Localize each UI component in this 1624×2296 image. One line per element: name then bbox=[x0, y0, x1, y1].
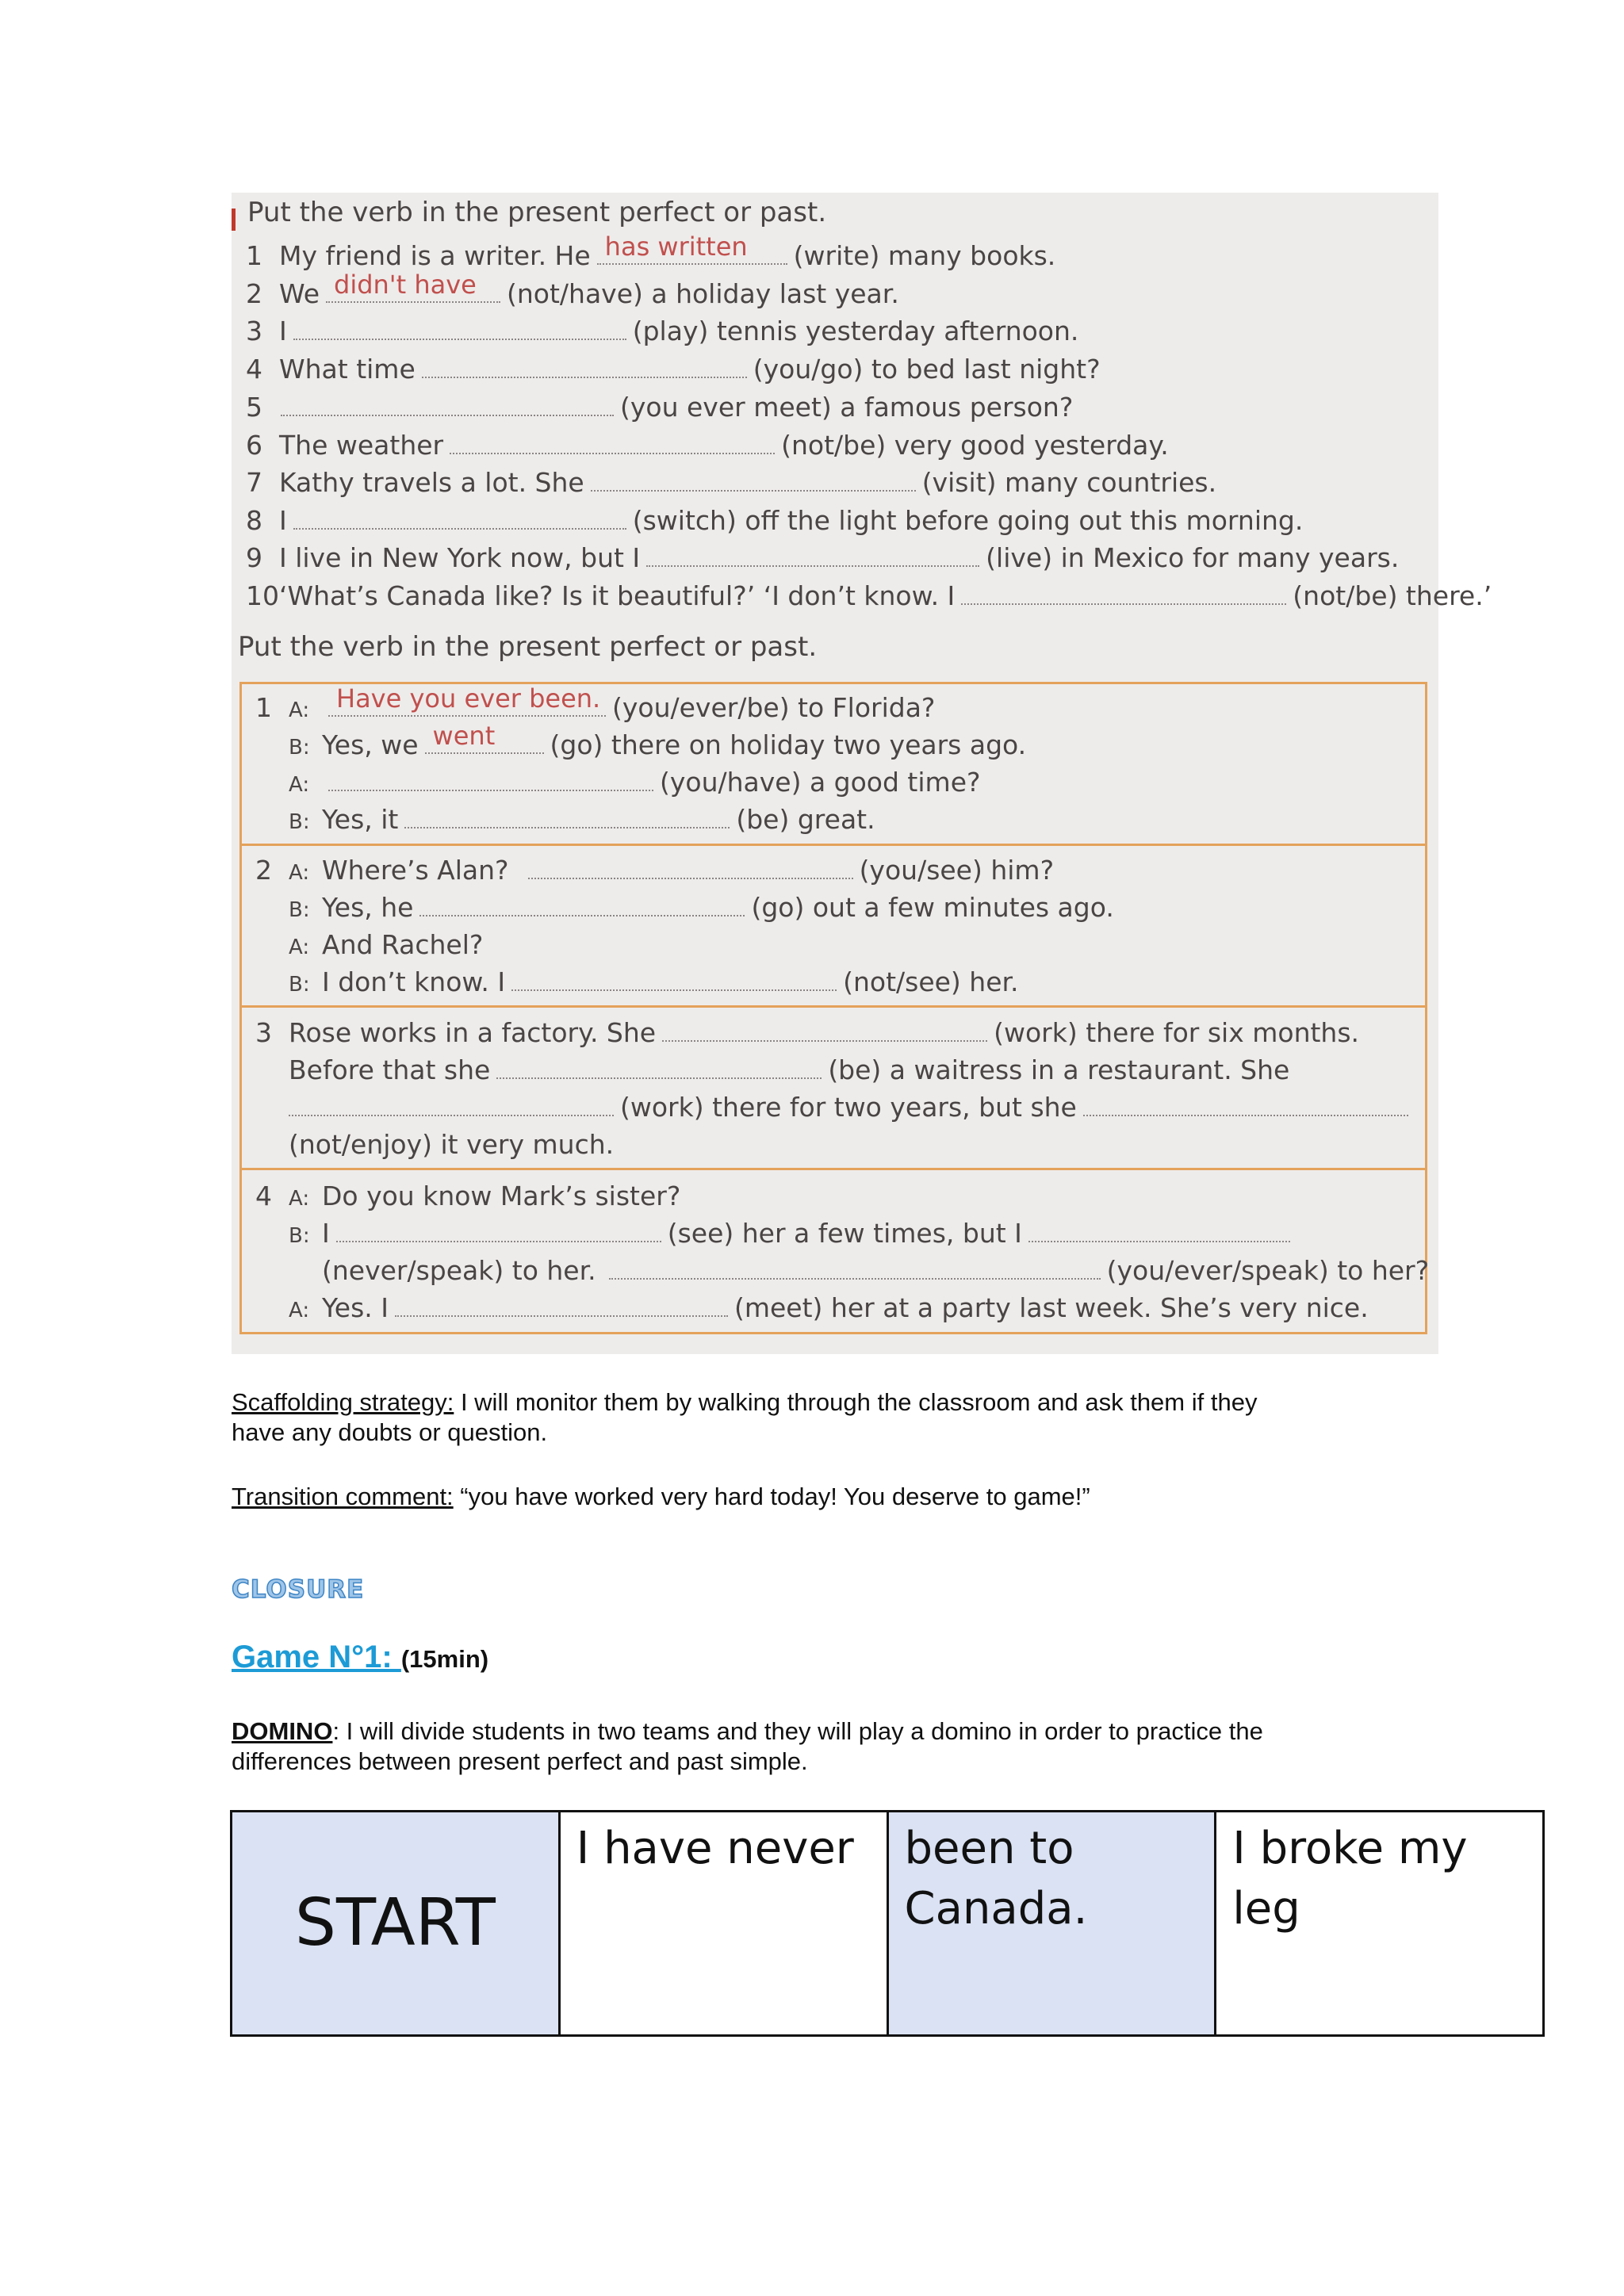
exercise-marker bbox=[232, 209, 236, 231]
game-label: Game N°1: bbox=[232, 1640, 401, 1674]
exercise-1-item: 7 Kathy travels a lot. She (visit) many countries. bbox=[246, 467, 1217, 498]
closure-heading: CLOSURE bbox=[232, 1575, 365, 1604]
textbook-exercise-image: Put the verb in the present perfect or past. 1 My friend is a writer. He has written (write) many books. 2 We didn't have (not/have) a holiday last year. 3 I (play) tennis yesterday afternoon. 4 What time (you/go) to bed last night? 5 (you ever meet) a famous person? 6 The weather (not/be) very good yesterday. 7 Kathy travels a lot. She (visit) many countries. 8 I (switch) off the light before going out this morning. 9 I live in New York now, but I (live) in Mexico for many years. 10 ‘What’s Canada like? Is it beautiful?’ ‘I don’t know. I (not/be) there.’ Put the verb in the present perfect or past. 1 A: Have you ever been. (you/ever/be) to Florida? B: Yes, we went (go) there on holiday two years ago. A: (you/have) a good time? B: Yes, it (be) great. 2 A: Where’s Alan? (you/see) him? B: Yes, he (go) out a few minutes ago. A: And Rachel? B: I don’t know. I (not/see) her. 3 Rose works in a factory. She (work) there for six months. Before that she (be) a waitress in a restaurant. She (work) there for two years, but she (not/enjoy) it very much. 4 A: Do you know Mark’s sister? B: I (see) her a few times, but I (never/speak) to her. (you/ever/speak) to her? A: Yes. I (meet) her at a party last week. She’s very nice. bbox=[232, 193, 1438, 1354]
exercise-1-item: 1 My friend is a writer. He has written (write) many books. bbox=[246, 232, 1056, 271]
game-time: (15min) bbox=[400, 1645, 489, 1673]
exercise-1-item: 6 The weather (not/be) very good yesterday. bbox=[246, 430, 1169, 461]
exercise-1-item: 10 ‘What’s Canada like? Is it beautiful?’ ‘I don’t know. I (not/be) there.’ bbox=[246, 580, 1492, 611]
handwritten-answer: didn't have bbox=[334, 270, 477, 300]
scaffolding-paragraph: Scaffolding strategy: I will monitor them by walking through the classroom and ask them if they have any doubts or question. bbox=[232, 1388, 1258, 1446]
domino-cell: been to Canada. bbox=[887, 1812, 1216, 2036]
domino-cell: I broke my leg bbox=[1216, 1812, 1544, 2036]
exercise-1-item: 4 What time (you/go) to bed last night? bbox=[246, 354, 1101, 385]
transition-label: Transition comment: bbox=[232, 1483, 454, 1510]
handwritten-answer: has written bbox=[604, 232, 748, 262]
exercise-1-item: 5 (you ever meet) a famous person? bbox=[246, 392, 1074, 423]
game-heading bbox=[232, 1640, 488, 1675]
domino-paragraph: DOMINO: I will divide students in two teams and they will play a domino in order to practice the differences between present perfect and past simple. bbox=[232, 1717, 1263, 1775]
exercise-2-title: Put the verb in the present perfect or past. bbox=[238, 631, 818, 663]
exercise-1-title: Put the verb in the present perfect or past. bbox=[247, 197, 827, 228]
exercise-1-item: 3 I (play) tennis yesterday afternoon. bbox=[246, 316, 1079, 346]
transition-paragraph: Transition comment: “you have worked very hard today! You deserve to game!” bbox=[232, 1483, 1090, 1510]
handwritten-answer: went bbox=[432, 721, 496, 751]
domino-cell-start: START bbox=[232, 1812, 560, 2036]
domino-table bbox=[230, 1810, 1545, 2037]
exercise-1-item: 8 I (switch) off the light before going out this morning. bbox=[246, 505, 1304, 536]
domino-cell: I have never bbox=[559, 1812, 887, 2036]
exercise-1-item: 2 We didn't have (not/have) a holiday last year. bbox=[246, 270, 899, 309]
scaffolding-label: Scaffolding strategy: bbox=[232, 1388, 454, 1416]
handwritten-answer: Have you ever been. bbox=[336, 683, 601, 714]
exercise-1-item: 9 I live in New York now, but I (live) in Mexico for many years. bbox=[246, 542, 1400, 573]
domino-label: DOMINO bbox=[232, 1717, 333, 1745]
